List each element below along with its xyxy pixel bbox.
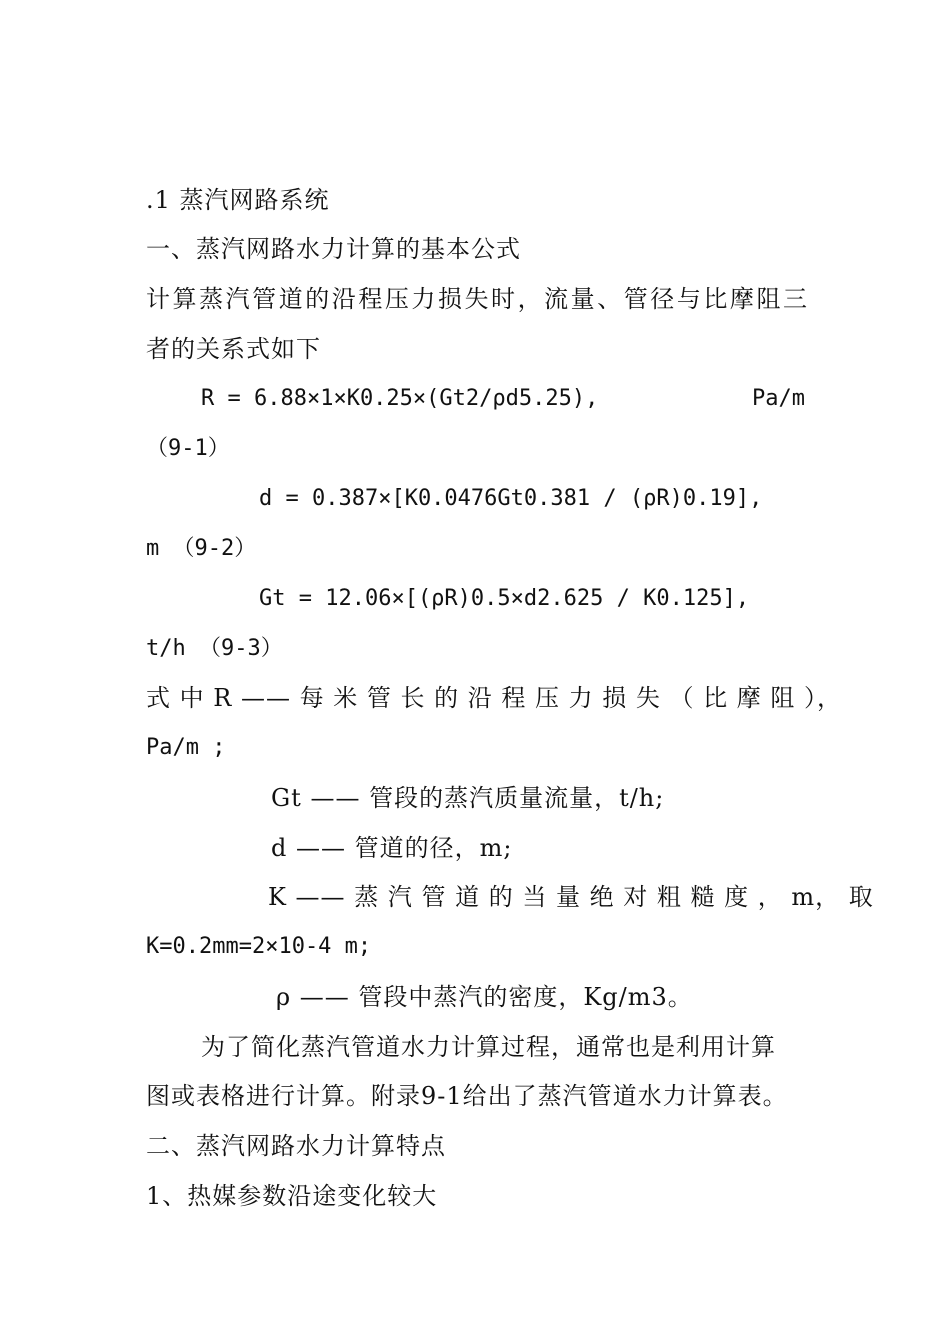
formula-9-3-unit: t/h （9-3） <box>146 636 283 661</box>
definition-rho: ρ —— 管段中蒸汽的密度，Kg/m3。 <box>276 983 693 1011</box>
paragraph-line-1: 计算蒸汽管道的沿程压力损失时，流量、管径与比摩阻三 <box>146 285 808 313</box>
paragraph-simplify-line-1: 为了简化蒸汽管道水力计算过程，通常也是利用计算 <box>201 1033 776 1061</box>
formula-9-3: Gt = 12.06×[(ρR)0.5×d2.625 / K0.125], <box>259 586 750 611</box>
heading-features: 二、蒸汽网路水力计算特点 <box>146 1132 446 1160</box>
formula-9-2: d = 0.387×[K0.0476Gt0.381 / (ρR)0.19], <box>259 486 763 511</box>
definition-r: 式 中 R —— 每 米 管 长 的 沿 程 压 力 损 失 （ 比 摩 阻 ）， <box>146 684 843 712</box>
definition-k-value: K=0.2mm=2×10-4 m; <box>146 934 372 959</box>
feature-item-1: 1、热媒参数沿途变化较大 <box>146 1182 438 1210</box>
heading-basic-formula: 一、蒸汽网路水力计算的基本公式 <box>146 235 521 263</box>
formula-9-1: R = 6.88×1×K0.25×(Gt2/ρd5.25), <box>201 386 599 411</box>
paragraph-simplify-line-2: 图或表格进行计算。附录9-1给出了蒸汽管道水力计算表。 <box>146 1082 788 1110</box>
definition-d: d —— 管道的径，m; <box>271 834 513 862</box>
formula-9-1-unit: Pa/m <box>752 386 805 411</box>
section-number-title: .1 蒸汽网路系统 <box>146 186 330 214</box>
formula-9-2-unit: m （9-2） <box>146 536 257 561</box>
paragraph-line-2: 者的关系式如下 <box>146 335 321 363</box>
definition-r-unit: Pa/m ; <box>146 735 226 760</box>
formula-9-1-number: （9-1） <box>146 436 230 461</box>
definition-gt: Gt —— 管段的蒸汽质量流量，t/h; <box>271 784 665 812</box>
definition-k: K —— 蒸 汽 管 道 的 当 量 绝 对 粗 糙 度 ， m， 取 <box>268 883 874 911</box>
